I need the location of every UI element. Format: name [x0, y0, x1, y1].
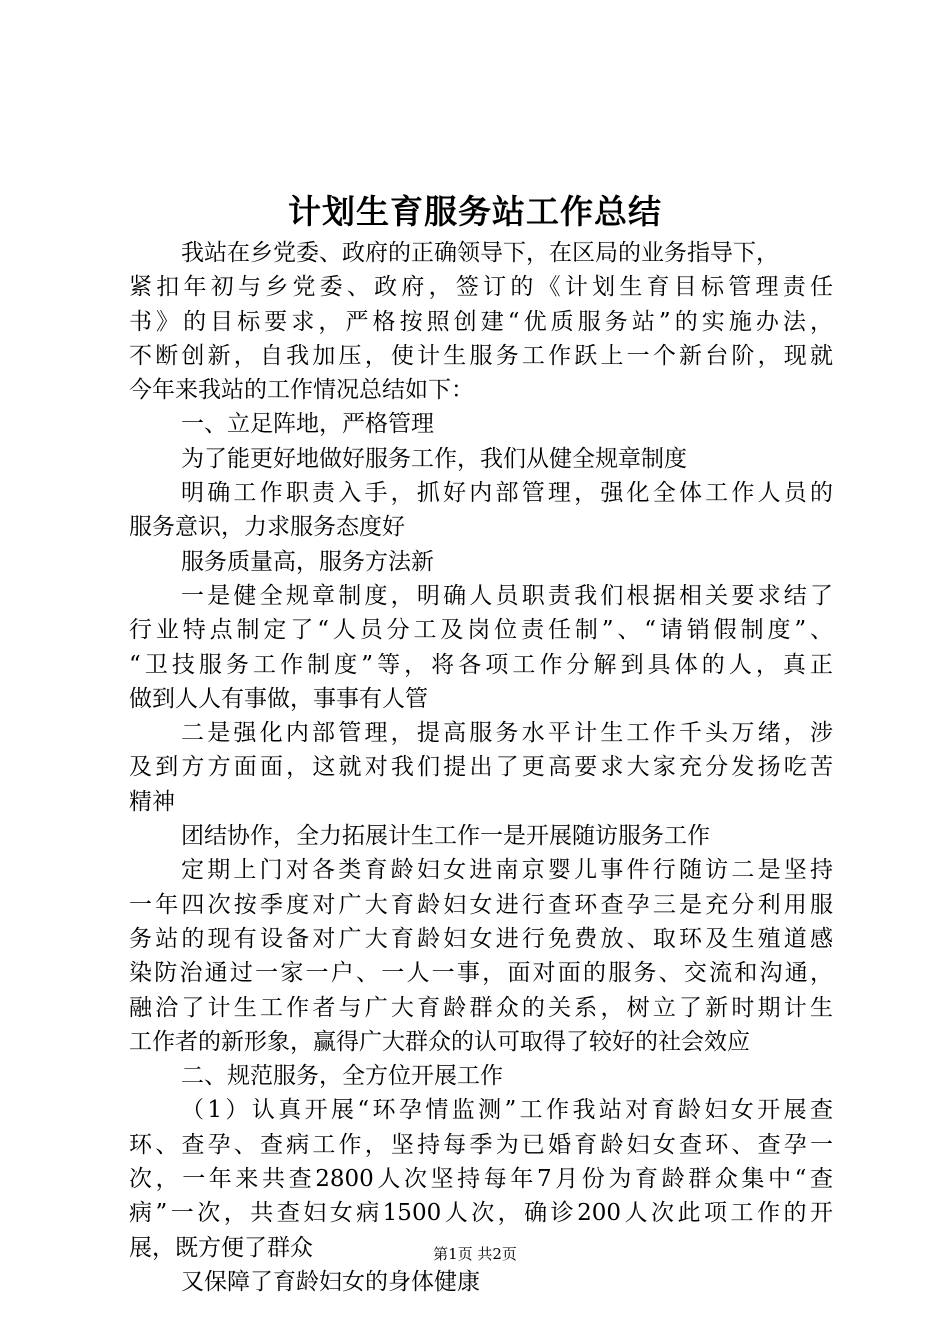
body-line: 服务质量高，服务方法新 — [181, 548, 434, 575]
document-title: 计划生育服务站工作总结 — [288, 192, 662, 231]
body-line: 紧扣年初与乡党委、政府，签订的《计划生育目标管理责任 — [129, 274, 833, 301]
body-line: 次，一年来共查2800人次坚持每年7月份为育龄群众集中“查 — [129, 1166, 833, 1193]
body-line: 行业特点制定了“人员分工及岗位责任制”、“请销假制度”、 — [129, 617, 833, 644]
body-line: 病”一次，共查妇女病1500人次，确诊200人次此项工作的开 — [129, 1200, 833, 1227]
body-line: 今年来我站的工作情况总结如下： — [129, 377, 474, 404]
body-line: 精神 — [129, 788, 175, 815]
body-line: 二是强化内部管理，提高服务水平计生工作千头万绪，涉 — [181, 720, 833, 747]
body-line: 工作者的新形象，赢得广大群众的认可取得了较好的社会效应 — [129, 1028, 750, 1055]
body-line: 融洽了计生工作者与广大育龄群众的关系，树立了新时期计生 — [129, 994, 833, 1021]
body-line: （1）认真开展“环孕情监测”工作我站对育龄妇女开展查 — [181, 1097, 833, 1124]
body-line: 团结协作，全力拓展计生工作一是开展随访服务工作 — [181, 823, 710, 850]
body-line: 展，既方便了群众 — [129, 1234, 313, 1261]
body-line: 我站在乡党委、政府的正确领导下，在区局的业务指导下， — [181, 240, 779, 266]
body-line: 明确工作职责入手，抓好内部管理，强化全体工作人员的 — [181, 480, 833, 507]
section-heading: 一、立足阵地，严格管理 — [181, 411, 434, 438]
body-line: 书》的目标要求，严格按照创建“优质服务站”的实施办法， — [129, 308, 833, 335]
body-line: 务站的现有设备对广大育龄妇女进行免费放、取环及生殖道感 — [129, 925, 833, 952]
body-line: “卫技服务工作制度”等，将各项工作分解到具体的人，真正 — [129, 651, 833, 678]
body-line: 定期上门对各类育龄妇女进南京婴儿事件行随访二是坚持 — [181, 857, 833, 884]
body-line: 又保障了育龄妇女的身体健康 — [181, 1268, 480, 1295]
body-line: 做到人人有事做，事事有人管 — [129, 685, 428, 712]
body-line: 染防治通过一家一户、一人一事，面对面的服务、交流和沟通， — [129, 960, 833, 987]
body-line: 服务意识，力求服务态度好 — [129, 514, 405, 541]
body-line: 不断创新，自我加压，使计生服务工作跃上一个新台阶，现就 — [129, 342, 833, 369]
body-line: 及到方方面面，这就对我们提出了更高要求大家充分发扬吃苦 — [129, 754, 833, 781]
body-line: 一年四次按季度对广大育龄妇女进行查环查孕三是充分利用服 — [129, 891, 833, 918]
body-line: 环、查孕、查病工作，坚持每季为已婚育龄妇女查环、查孕一 — [129, 1131, 833, 1158]
page-number-footer: 第1页 共2页 — [433, 1245, 517, 1263]
body-line: 为了能更好地做好服务工作，我们从健全规章制度 — [181, 445, 687, 472]
section-heading: 二、规范服务，全方位开展工作 — [181, 1063, 503, 1090]
document-body — [129, 236, 833, 1299]
body-line: 一是健全规章制度，明确人员职责我们根据相关要求结了 — [181, 582, 833, 609]
